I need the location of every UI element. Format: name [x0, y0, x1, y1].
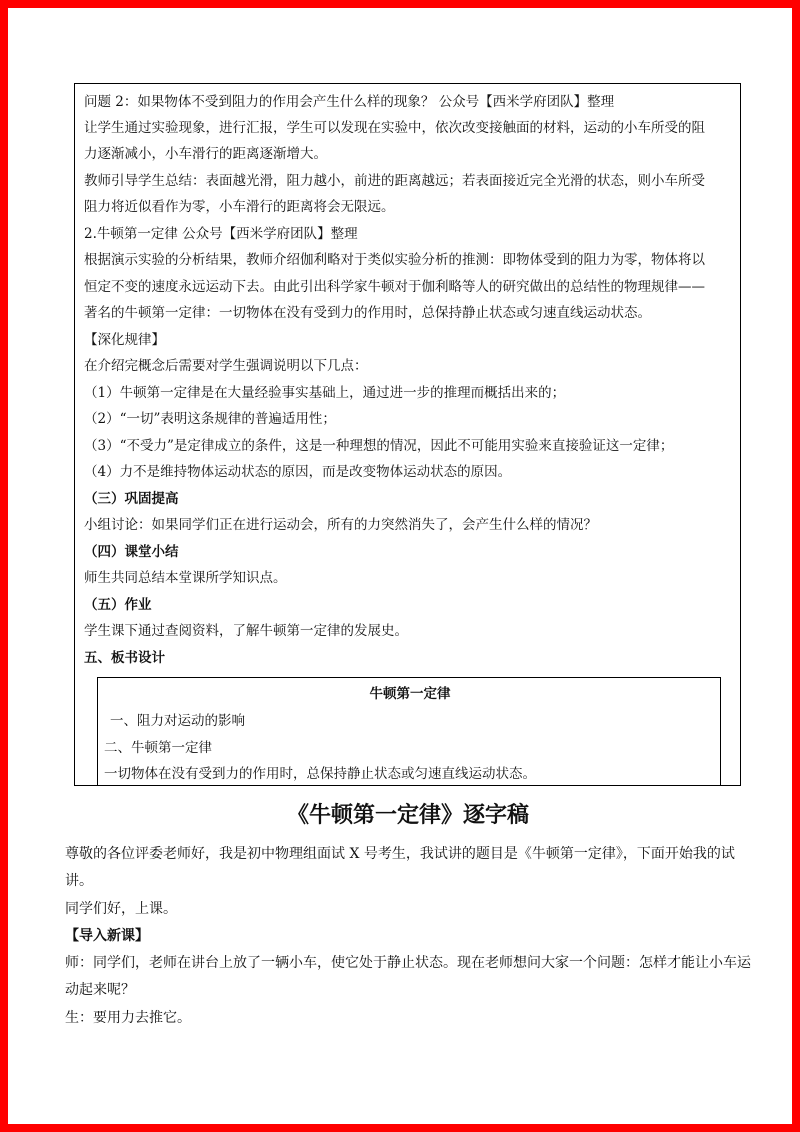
board-item: 一、阻力对运动的影响 [110, 713, 245, 729]
board-item: 二、牛顿第一定律 [104, 740, 212, 756]
table-line: 让学生通过实验现象，进行汇报，学生可以发现在实验中，依次改变接触面的材料，运动的小车所受的阻 [84, 120, 705, 136]
transcript-line: 师：同学们，老师在讲台上放了一辆小车，使它处于静止状态。现在老师想问大家一个问题：怎样才能让小车运 [65, 955, 751, 971]
table-line: 师生共同总结本堂课所学知识点。 [84, 570, 287, 586]
transcript-line: 动起来呢？ [65, 982, 135, 998]
section-heading: 五、板书设计 [84, 650, 165, 666]
table-line: （4）力不是维持物体运动状态的原因，而是改变物体运动状态的原因。 [84, 464, 512, 480]
table-line: 问题 2：如果物体不受到阻力的作用会产生什么样的现象？ 公众号【西米学府团队】整理 [84, 94, 615, 110]
table-line: 阻力将近似看作为零，小车滑行的距离将会无限远。 [84, 199, 395, 215]
table-line: 力逐渐减小，小车滑行的距离逐渐增大。 [84, 146, 327, 162]
table-line: 根据演示实验的分析结果，教师介绍伽利略对于类似实验分析的推测：即物体受到的阻力为零，物体将以 [84, 252, 705, 268]
section-heading: 【导入新课】 [65, 928, 149, 944]
table-line: 教师引导学生总结：表面越光滑，阻力越小，前进的距离越远；若表面接近完全光滑的状态，则小车所受 [84, 173, 705, 189]
board-item: 一切物体在没有受到力的作用时，总保持静止状态或匀速直线运动状态。 [104, 766, 536, 782]
section-heading: （四）课堂小结 [84, 544, 179, 560]
board-title: 牛顿第一定律 [369, 686, 451, 702]
transcript-line: 生：要用力去推它。 [65, 1010, 191, 1026]
table-line: 恒定不变的速度永远运动下去。由此引出科学家牛顿对于伽利略等人的研究做出的总结性的物理规律—— [84, 279, 705, 295]
transcript-line: 尊敬的各位评委老师好，我是初中物理组面试 X 号考生，我试讲的题目是《牛顿第一定律》，下面开始我的试 [65, 846, 735, 862]
table-line: 学生课下通过查阅资料，了解牛顿第一定律的发展史。 [84, 623, 408, 639]
table-line: （1）牛顿第一定律是在大量经验事实基础上，通过进一步的推理而概括出来的； [84, 385, 566, 401]
table-line: （3）“不受力”是定律成立的条件，这是一种理想的情况，因此不可能用实验来直接验证这一定律； [84, 438, 674, 454]
section-heading: （五）作业 [84, 597, 152, 613]
transcript-line: 讲。 [65, 873, 93, 889]
transcript-title: 《牛顿第一定律》逐字稿 [286, 802, 529, 828]
section-heading: （三）巩固提高 [84, 491, 179, 507]
section-heading: 【深化规律】 [84, 332, 165, 348]
table-line: 著名的牛顿第一定律：一切物体在没有受到力的作用时，总保持静止状态或匀速直线运动状态。 [84, 305, 651, 321]
transcript-line: 同学们好，上课。 [65, 901, 177, 917]
table-line: 在介绍完概念后需要对学生强调说明以下几点： [84, 358, 368, 374]
table-line: （2）“一切”表明这条规律的普遍适用性； [84, 411, 336, 427]
table-line: 小组讨论：如果同学们正在进行运动会，所有的力突然消失了，会产生什么样的情况？ [84, 517, 597, 533]
table-line: 2.牛顿第一定律 公众号【西米学府团队】整理 [84, 226, 358, 242]
blackboard-design-box [97, 677, 721, 786]
